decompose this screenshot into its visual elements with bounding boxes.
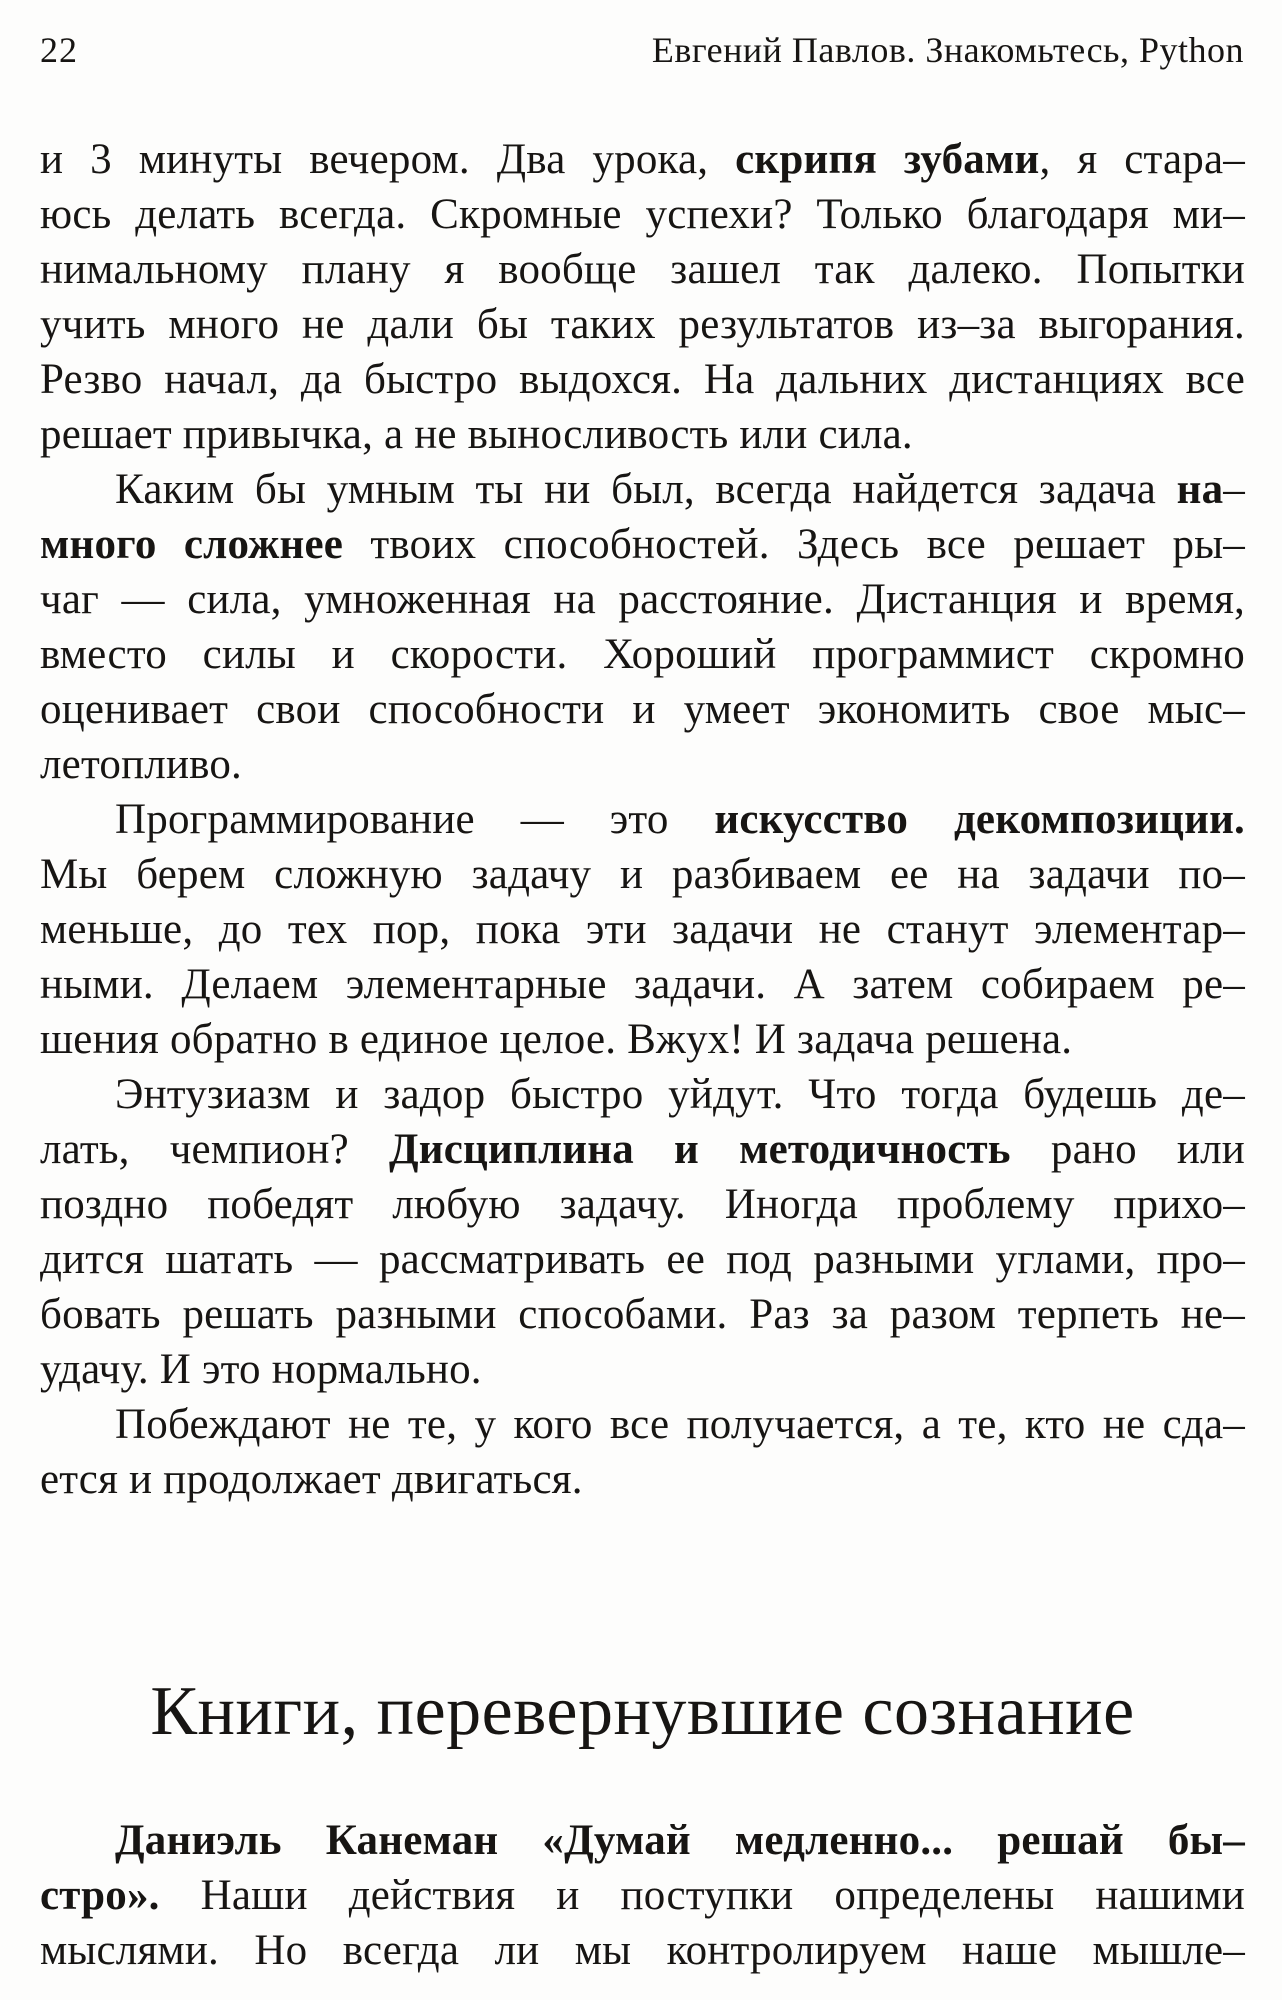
text-line [40,517,1245,572]
paragraph [40,132,1245,462]
body-text: шения обратно в единое целое. Вжух! И задача решена. [40,1016,1073,1063]
text-line [40,847,1245,902]
text-line [40,682,1245,737]
bold-text: Даниэль Канеман «Думай медленно... решай бы– [115,1817,1245,1864]
bold-text: много сложнее [40,521,344,568]
body-text: оценивает свои способности и умеет экономить свое мыс– [40,686,1245,733]
body-text: мыслями. Но всегда ли мы контролируем наше мышле– [40,1927,1245,1974]
text-line [40,1177,1245,1232]
text-line [40,407,1245,462]
text-line [40,572,1245,627]
body-text: удачу. И это нормально. [40,1346,482,1393]
text-line [40,1232,1245,1287]
body-text: Энтузиазм и задор быстро уйдут. Что тогда будешь де– [115,1071,1245,1118]
paragraph [40,792,1245,1067]
text-line [40,242,1245,297]
text-line [40,1868,1245,1923]
text-line [40,902,1245,957]
text-line [40,352,1245,407]
section-heading: Книги, перевернувшие сознание [150,1673,1135,1750]
text-line [40,297,1245,352]
body-text: Мы берем сложную задачу и разбиваем ее на задачи по– [40,851,1245,898]
body-text: Наши действия и поступки определены нашими [159,1872,1245,1919]
bold-text: Дисциплина и методичность [388,1126,1011,1173]
text-line [40,1122,1245,1177]
body-text: решает привычка, а не выносливость или сила. [40,411,913,458]
body-text: твоих способностей. Здесь все решает ры– [343,521,1246,568]
text-line [40,1813,1245,1868]
paragraph [40,1067,1245,1397]
body-text: – [1223,466,1245,513]
page-body [40,132,1245,1978]
body-text: поздно победят любую задачу. Иногда проблему прихо– [40,1181,1245,1228]
running-title: Евгений Павлов. Знакомьтесь, Python [651,30,1244,70]
body-text: Побеждают не те, у кого все получается, а те, кто не сда– [115,1401,1245,1448]
bold-text: искусство декомпозиции. [714,796,1245,843]
body-text: вместо силы и скорости. Хороший программист скромно [40,631,1245,678]
text-line [40,1342,1245,1397]
text-line [40,132,1245,187]
body-text: меньше, до тех пор, пока эти задачи не станут элементар– [40,906,1245,953]
body-text: учить много не дали бы таких результатов из–за выгорания. [40,301,1245,348]
text-line [40,957,1245,1012]
bold-text: скрипя зубами [735,136,1040,183]
text-line [40,1452,1245,1507]
body-text: Каким бы умным ты ни был, всегда найдется задача [115,466,1177,513]
text-line [40,1397,1245,1452]
text-line [40,627,1245,682]
paragraph [40,1397,1245,1507]
body-text: Программирование — это [115,796,715,843]
body-text: нимальному плану я вообще зашел так далеко. Попытки [40,246,1245,293]
text-line [40,1287,1245,1342]
paragraph [40,462,1245,792]
body-text: и 3 минуты вечером. Два урока, [40,136,736,183]
body-text: юсь делать всегда. Скромные успехи? Только благодаря ми– [40,191,1245,238]
body-text: дится шатать — рассматривать ее под разными углами, про– [40,1236,1245,1283]
bold-text: стро». [40,1872,160,1919]
page-number: 22 [40,30,78,70]
text-line [40,1012,1245,1067]
text-line [40,737,1245,792]
text-line [40,462,1245,517]
body-text: ется и продолжает двигаться. [40,1456,583,1503]
text-line [40,1067,1245,1122]
body-text: ными. Делаем элементарные задачи. А затем собираем ре– [40,961,1245,1008]
text-line [40,1923,1245,1978]
body-text: , я стара– [1039,136,1245,183]
paragraph [40,1813,1245,1978]
body-text: чаг — сила, умноженная на расстояние. Дистанция и время, [40,576,1245,623]
body-text: бовать решать разными способами. Раз за разом терпеть не– [40,1291,1245,1338]
body-text: летопливо. [40,741,243,788]
body-text: Резво начал, да быстро выдохся. На дальних дистанциях все [40,356,1245,403]
body-text: рано или [1010,1126,1245,1173]
body-text: лать, чемпион? [40,1126,389,1173]
text-line [40,187,1245,242]
bold-text: на [1176,466,1224,513]
page-header [40,28,1244,72]
text-line [40,792,1245,847]
